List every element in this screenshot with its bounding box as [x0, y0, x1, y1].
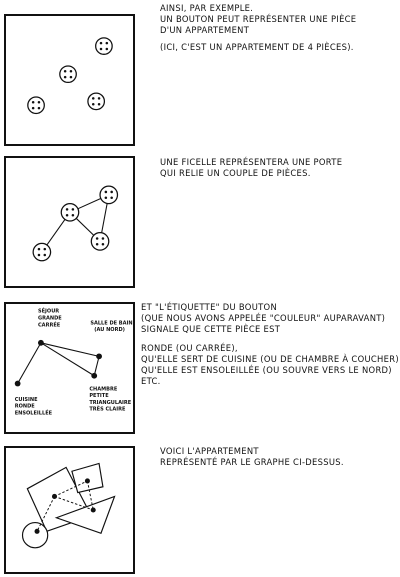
section3-text — [141, 302, 399, 387]
panel-buttons — [4, 14, 135, 146]
section1-line-4: (ICI, C'EST UN APPARTEMENT DE 4 PIÈCES). — [160, 42, 354, 52]
section3-spacer — [141, 335, 399, 343]
label-chambre: Chambre petite triangulaire très claire — [89, 386, 132, 413]
section4-text — [160, 446, 344, 468]
section2-line-2: QUI RELIE UN COUPLE DE PIÈCES. — [160, 168, 311, 178]
section4-line-2: REPRÉSENTÉ PAR LE GRAPHE CI-DESSUS. — [160, 457, 344, 467]
section1-line-1: AINSI, PAR EXEMPLE. — [160, 3, 254, 13]
button-room-1 — [96, 38, 112, 54]
section2-line-1: UNE FICELLE REPRÉSENTERA UNE PORTE — [160, 157, 343, 167]
section3-line-1: ET "L'ÉTIQUETTE" DU BOUTON — [141, 302, 278, 312]
section3-line-5: RONDE (OU CARRÉE), — [141, 343, 238, 353]
labeled-graph-drawing — [6, 304, 133, 432]
node-sejour — [38, 340, 44, 346]
button-room-4 — [33, 243, 50, 260]
section3-line-2: (QUE NOUS AVONS APPELÉE "COULEUR" AUPARAVANT) — [141, 313, 386, 323]
section4-line-1: VOICI L'APPARTEMENT — [160, 446, 259, 456]
label-sejour: Séjour grande carrée — [37, 308, 62, 329]
label-salle-de-bain: Salle de bain (au nord) — [90, 320, 133, 334]
section3-line-8: ETC. — [141, 376, 161, 386]
section1-line-3: D'UN APPARTEMENT — [160, 25, 250, 35]
strings-drawing — [6, 158, 133, 286]
section1-line-2: UN BOUTON PEUT REPRÉSENTER UNE PIÈCE — [160, 14, 357, 24]
panel-apartment-plan — [4, 446, 135, 574]
label-cuisine: Cuisine ronde ensoleillée — [14, 396, 53, 417]
section2-text — [160, 157, 342, 179]
section3-line-3: SIGNALE QUE CETTE PIÈCE EST — [141, 324, 281, 334]
room-cuisine — [23, 523, 48, 548]
buttons-drawing — [6, 16, 133, 144]
node-salle-de-bain — [96, 353, 102, 359]
room-salle-de-bain — [72, 464, 103, 493]
button-room-3 — [88, 93, 104, 109]
node-chambre — [91, 373, 97, 379]
button-room-2 — [60, 66, 76, 82]
button-room-4 — [28, 97, 44, 113]
section3-line-7: QU'ELLE EST ENSOLEILLÉE (OU SOUVRE VERS LE NORD) — [141, 365, 392, 375]
panel-strings — [4, 156, 135, 288]
button-room-2 — [61, 204, 78, 221]
section3-line-6: QU'ELLE SERT DE CUISINE (OU DE CHAMBRE À COUCHER) — [141, 354, 399, 364]
button-room-1 — [100, 186, 117, 203]
node-cuisine — [15, 381, 21, 387]
section1-text — [160, 3, 356, 53]
apartment-plan-drawing — [6, 448, 133, 572]
button-room-3 — [91, 233, 108, 250]
panel-labeled-graph — [4, 302, 135, 434]
